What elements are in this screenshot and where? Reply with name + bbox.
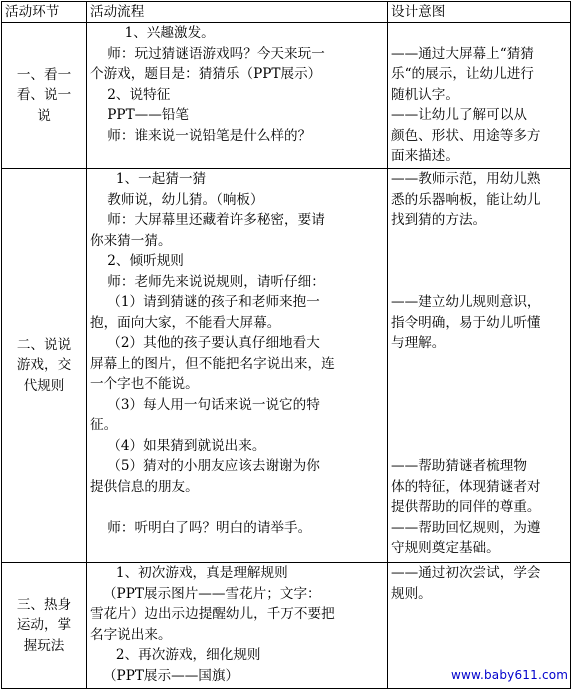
text-line: ——教师示范，用幼儿熟 [391,171,541,187]
text-line: 2、倾听规则 [90,253,184,269]
text-line [391,354,567,375]
text-line [391,415,567,436]
lesson-plan-table [1,1,571,689]
text-line: （2）其他的孩子要认真仔细地看大 [90,335,320,351]
text-line [391,251,567,272]
text-line: ——让幼儿了解可以从 [391,107,527,123]
text-line: 一个字也不能说。 [90,376,199,392]
header-flow: 活动流程 [87,2,388,23]
text-line: 提供信息的朋友。 [90,478,199,495]
stage-cell: 一、看一 看、说一 说 [2,23,87,169]
flow-cell [87,563,388,689]
text-line: 1、一起猜一猜 [90,171,207,187]
text-line: （1）请到猜谜的孩子和老师来抱一 [90,294,320,310]
text-line: 颜色、形状、用途等多方 [391,127,541,144]
text-line: 体的特征，体现猜谜者对 [391,478,541,495]
text-line [391,272,567,293]
text-line: 随机认字。 [391,86,459,103]
text-line: 指令明确，易于幼儿听懂 [391,314,541,331]
text-line: PPT——铅笔 [90,107,190,123]
text-line: 屏幕上的图片，但不能把名字说出来，连 [90,355,335,372]
text-line: 悉的乐器响板，能让幼儿 [391,191,541,208]
text-line: （PPT展示——国旗） [90,667,240,684]
text-line: 抱，面向大家，不能看大屏幕。 [90,314,281,331]
intent-cell [388,23,571,169]
text-line: ——通过大屏幕上“猜猜 [391,45,534,62]
text-line: 与理解。 [391,335,446,351]
header-intent: 设计意图 [388,2,571,23]
flow-cell [87,169,388,563]
text-line: 2、说特征 [90,86,171,103]
text-line: 师：听明白了吗？明白的请举手。 [90,519,312,536]
text-line [391,395,567,416]
text-line: ——帮助猜谜者梳理物 [391,458,527,474]
text-line: 个游戏，题目是：猜猜乐（PPT展示） [90,66,322,82]
intent-cell [388,169,571,563]
text-line: （3）每人用一句话来说一说它的特 [90,396,320,413]
text-line: 雪花片）边出示边提醒幼儿，千万不要把 [90,606,335,622]
text-line: 征。 [90,417,118,433]
text-line: ——帮助回忆规则，为遵 [391,519,541,536]
text-line: 守规则奠定基础。 [391,540,500,556]
text-line [391,231,567,252]
text-line [391,23,567,44]
text-line: 1、兴趣激发。 [90,25,215,41]
text-line: 教师说，幼儿猜。（响板） [90,191,264,208]
text-line [391,436,567,457]
text-line: 名字说出来。 [90,626,172,643]
text-line: 师：谁来说一说铅笔是什么样的？ [90,127,312,144]
flow-cell [87,23,388,169]
table-row [2,23,571,169]
header-stage: 活动环节 [2,2,87,23]
text-line [391,374,567,395]
text-line: 你来猜一猜。 [90,232,172,249]
watermark: www.baby611.com [451,668,569,682]
text-line: ——建立幼儿规则意识， [391,294,541,310]
text-line: （5）猜对的小朋友应该去谢谢为你 [90,458,320,474]
text-line: 1、初次游戏，真是理解规则 [90,565,288,581]
text-line: （PPT展示图片——雪花片；文字： [90,585,321,602]
stage-cell: 二、说说 游戏，交 代规则 [2,169,87,563]
text-line: 2、再次游戏，细化规则 [90,647,261,663]
text-line: 乐“的展示，让幼儿进行 [391,66,534,82]
stage-cell: 三、热身 运动，掌 握玩法 [2,563,87,689]
text-line: 师：玩过猜谜语游戏吗？今天来玩一 [90,45,325,62]
header-row [2,2,571,23]
table-row [2,169,571,563]
text-line: 找到猜的方法。 [391,212,487,228]
text-line: 面来描述。 [391,148,459,164]
text-line: 师：老师先来说说规则，请听仔细： [90,273,325,290]
text-line: 提供帮助的同伴的尊重。 [391,499,541,515]
text-line [90,497,384,518]
text-line: ——通过初次尝试，学会 [391,565,541,581]
text-line: （4）如果猜到就说出来。 [90,437,266,454]
text-line: 规则。 [391,585,432,602]
text-line: 师：大屏幕里还藏着许多秘密，要请 [90,212,325,228]
